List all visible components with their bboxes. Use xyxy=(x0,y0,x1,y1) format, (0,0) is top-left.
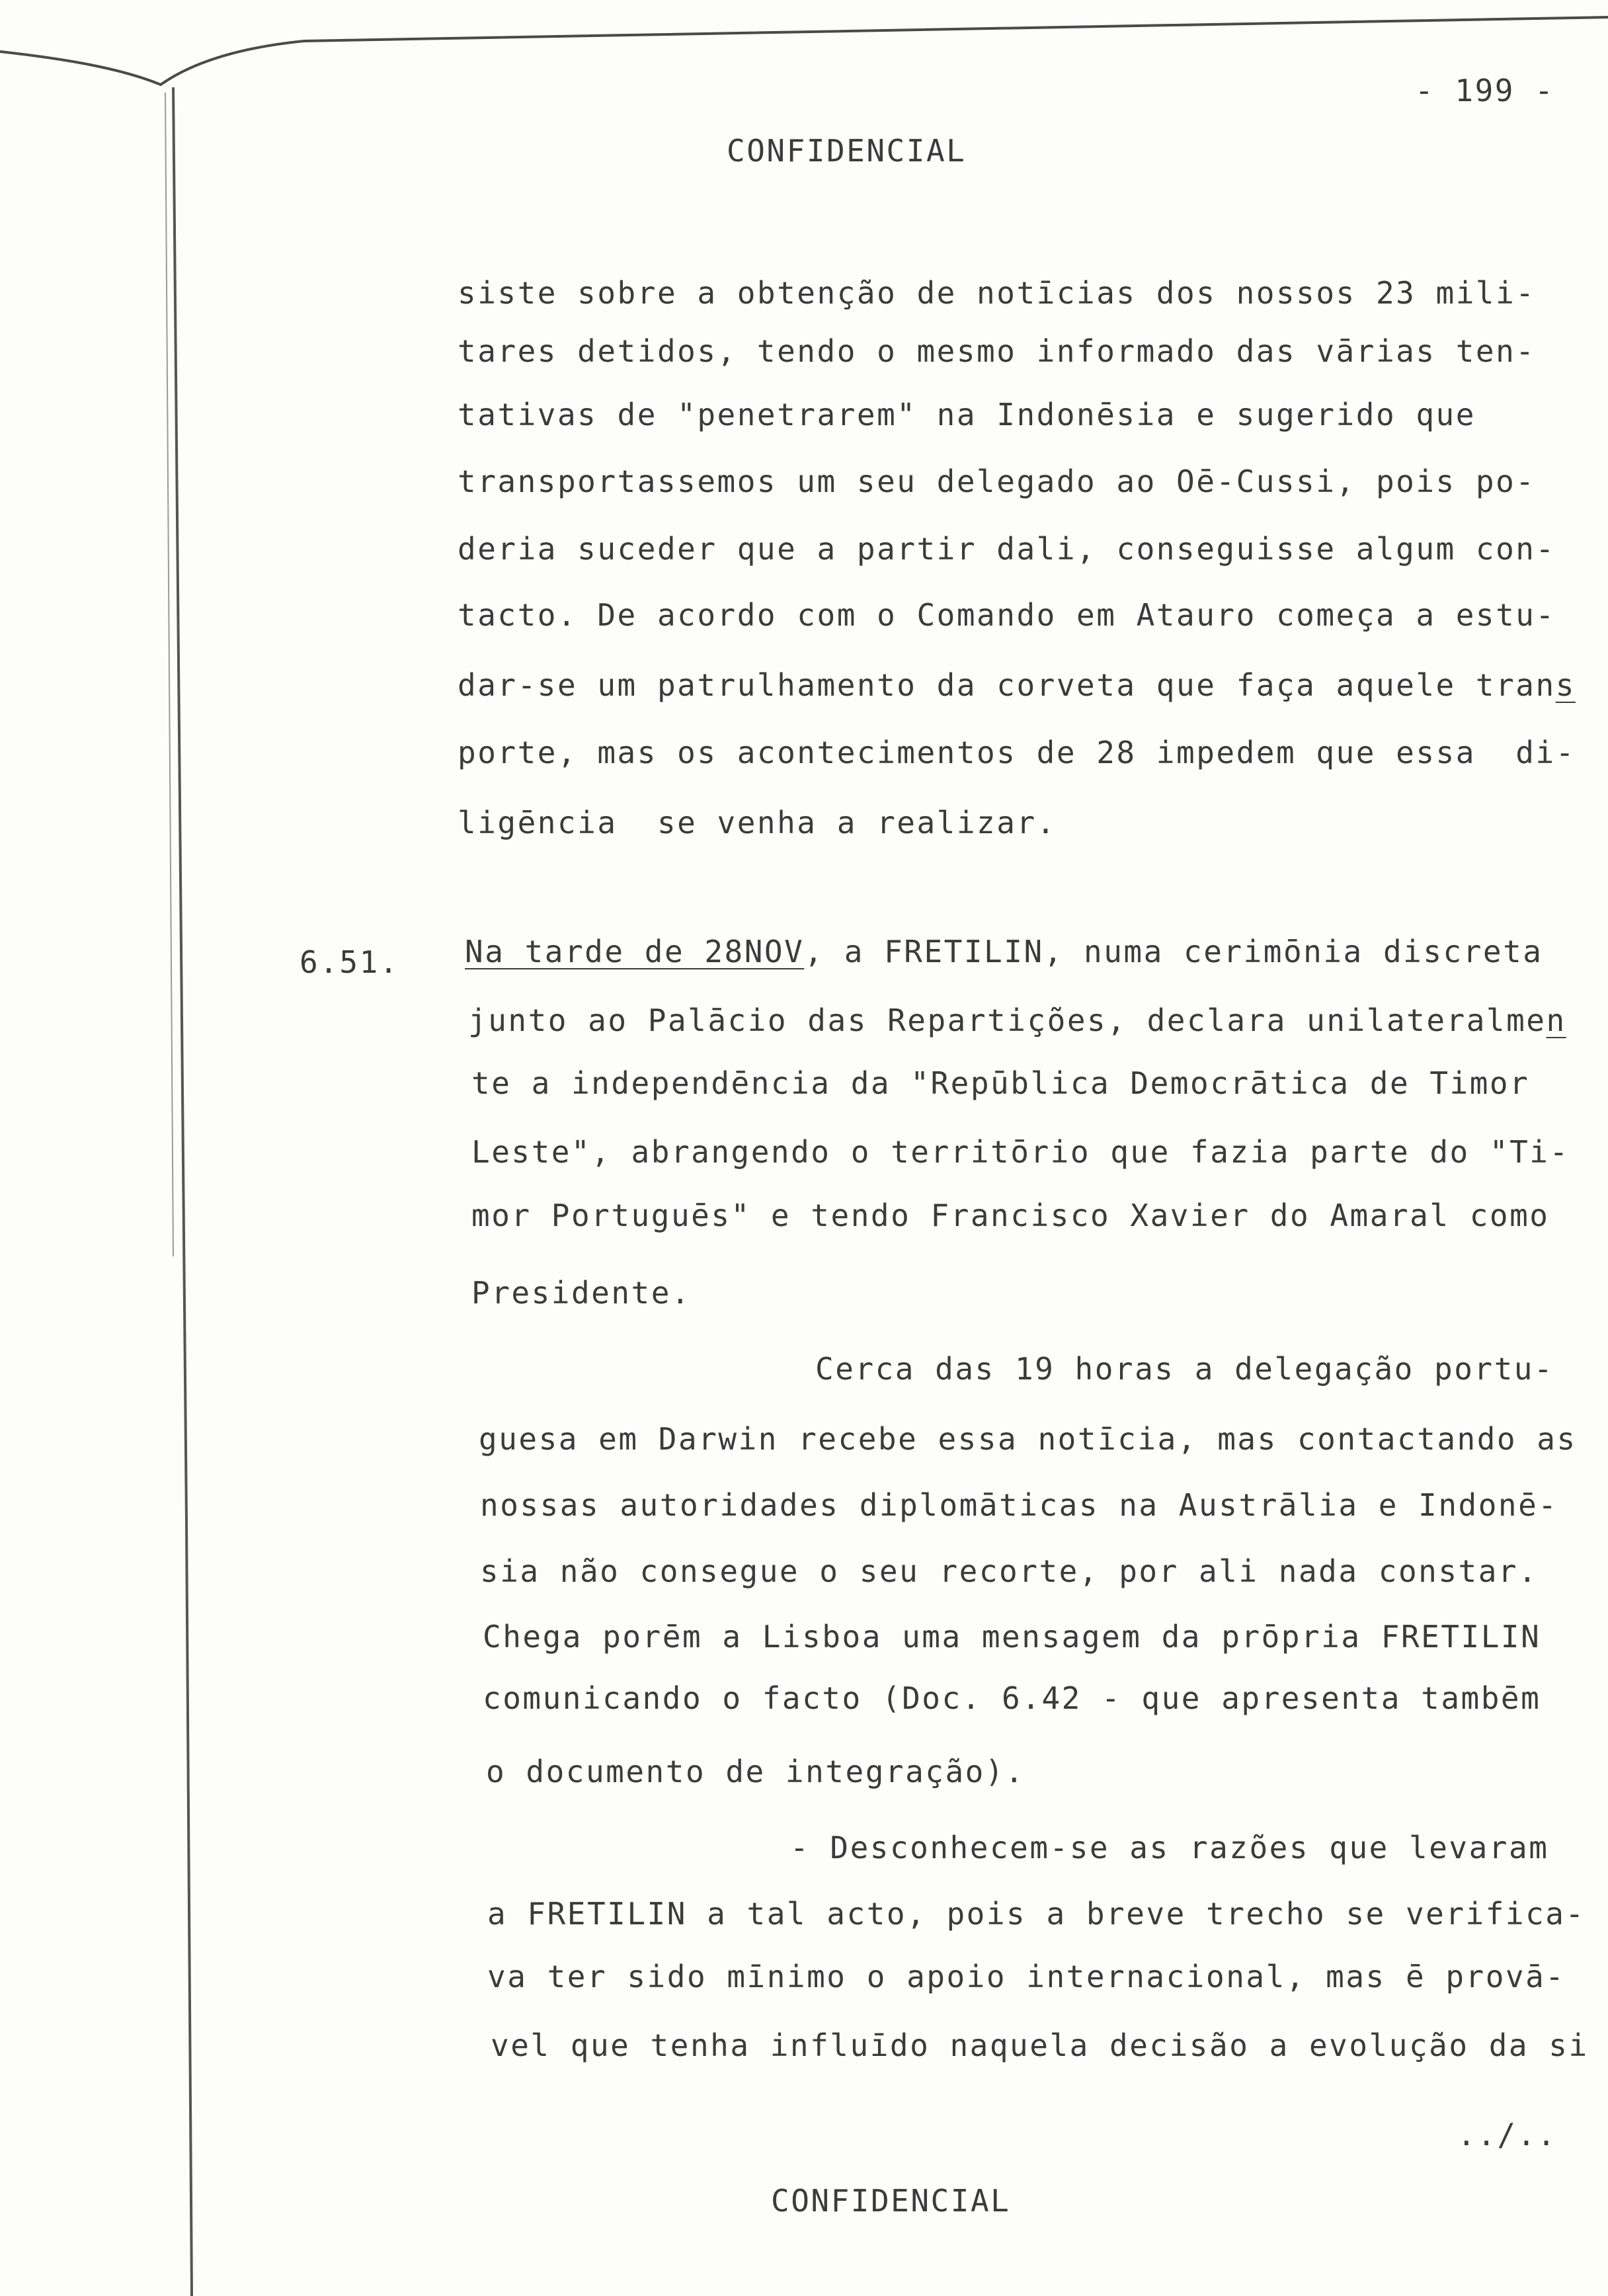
page-top-edge xyxy=(0,17,1608,85)
continuation-line: deria suceder que a partir dali, conseguisse algum con- xyxy=(458,531,1556,567)
header-classification: CONFIDENCIAL xyxy=(727,133,967,169)
paragraph-line: vel que tenha influīdo naquela decisão a evolução da si xyxy=(491,2028,1589,2063)
paragraph-line: Chega porēm a Lisboa uma mensagem da prōpria FRETILIN xyxy=(483,1619,1541,1655)
section-line: Leste", abrangendo o territōrio que fazia parte do "Ti- xyxy=(471,1134,1570,1170)
continuation-line xyxy=(458,665,1576,705)
paragraph-line: guesa em Darwin recebe essa notīcia, mas contactando as xyxy=(479,1421,1577,1457)
paragraph-line: va ter sido mīnimo o apoio internacional, mas ē provā- xyxy=(487,1959,1566,1994)
line-text: junto ao Palācio das Repartições, declara unilateralme xyxy=(468,1003,1547,1038)
page-number: - 199 - xyxy=(1415,73,1555,108)
continuation-line: tares detidos, tendo o mesmo informado das vārias ten- xyxy=(458,333,1536,369)
continuation-line: porte, mas os acontecimentos de 28 impedem que essa di- xyxy=(458,735,1576,770)
line-text: dar-se um patrulhamento da corveta que faça aquele tran xyxy=(458,667,1556,703)
section-line: te a independēncia da "Repūblica Democrātica de Timor xyxy=(471,1065,1530,1101)
footer-classification: CONFIDENCIAL xyxy=(771,2183,1011,2219)
section-line: Presidente. xyxy=(471,1275,692,1311)
continuation-mark: ../.. xyxy=(1457,2117,1557,2152)
paragraph-line: - Desconhecem-se as razões que levaram xyxy=(790,1830,1549,1866)
continuation-line: tativas de "penetrarem" na Indonēsia e sugerido que xyxy=(458,397,1476,432)
paragraph-line: o documento de integração). xyxy=(486,1754,1025,1789)
continuation-line: siste sobre a obtenção de notīcias dos nossos 23 mili- xyxy=(458,275,1536,311)
page-binding-shadow xyxy=(165,93,173,1256)
line-text: , a FRETILIN, numa cerimōnia discreta xyxy=(804,934,1543,969)
continuation-line: transportassemos um seu delegado ao Oē-Cussi, pois po- xyxy=(458,464,1536,499)
section-line xyxy=(465,932,1543,971)
section-number: 6.51. xyxy=(300,944,399,980)
underlined-hyphenation: s xyxy=(1555,667,1576,703)
continuation-line: tacto. De acordo com o Comando em Atauro começa a estu- xyxy=(458,597,1556,633)
page-binding-edge xyxy=(173,87,192,2296)
paragraph-line: sia não consegue o seu recorte, por ali nada constar. xyxy=(480,1553,1539,1589)
continuation-line: ligēncia se venha a realizar. xyxy=(458,805,1057,840)
paragraph-line: comunicando o facto (Doc. 6.42 - que apresenta tambēm xyxy=(483,1680,1541,1716)
paragraph-line: a FRETILIN a tal acto, pois a breve trecho se verifica- xyxy=(487,1896,1586,1932)
underlined-date-phrase: Na tarde de 28NOV xyxy=(465,934,805,969)
paragraph-line: nossas autoridades diplomāticas na Austrālia e Indonē- xyxy=(480,1487,1558,1523)
section-line: mor Portuguēs" e tendo Francisco Xavier do Amaral como xyxy=(471,1198,1550,1233)
section-line xyxy=(468,1001,1566,1040)
paragraph-line: Cerca das 19 horas a delegação portu- xyxy=(815,1351,1554,1387)
underlined-hyphenation: n xyxy=(1546,1003,1566,1038)
